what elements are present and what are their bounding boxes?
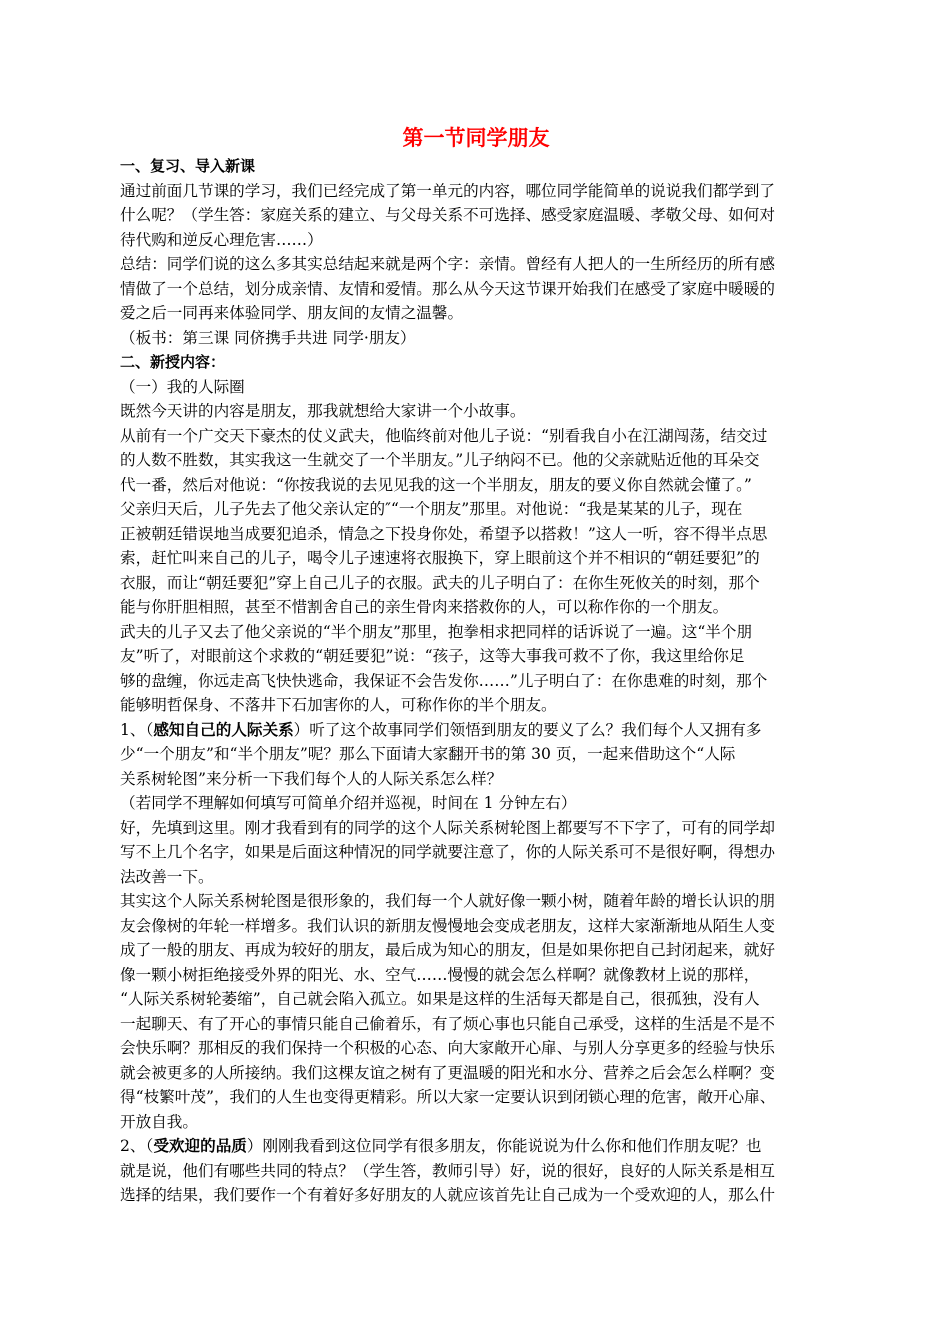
text-line: 就会被更多的人所接纳。我们这棵友谊之树有了更温暖的阳光和水分、营养之后会怎么样啊？变 xyxy=(120,1063,775,1082)
text-line: 能与你肝胆相照，甚至不惜割舍自己的亲生骨肉来搭救你的人，可以称作你的一个朋友。 xyxy=(120,598,729,616)
document-title: 第一节同学朋友 xyxy=(402,126,550,150)
text-line: 的人数不胜数，其实我这一生就交了一个半朋友。”儿子纳闷不已。他的父亲就贴近他的耳朵交 xyxy=(120,451,760,469)
text-line: 法改善一下。 xyxy=(120,867,214,886)
document-body xyxy=(120,154,832,1208)
text-line: 一起聊天、有了开心的事情只能自己偷着乐，有了烦心事也只能自己承受，这样的生活是不是不 xyxy=(120,1014,775,1033)
text-line: 其实这个人际关系树轮图是很形象的，我们每一个人就好像一颗小树，随着年龄的增长认识的朋 xyxy=(120,892,775,910)
text-line: 能够明哲保身、不落井下石加害你的人，可称作你的半个朋友。 xyxy=(120,696,557,714)
text-line: （若同学不理解如何填写可简单介绍并巡视，时间在 1 分钟左右） xyxy=(120,794,577,812)
text-line: “人际关系树轮萎缩”，自己就会陷入孤立。如果是这样的生活每天都是自己，很孤独，没有人 xyxy=(120,990,760,1008)
line-prefix: 2、（ xyxy=(120,1137,154,1155)
text-line: （一）我的人际圈 xyxy=(120,377,245,396)
text-line: 武夫的儿子又去了他父亲说的“半个朋友”那里，抱拳相求把同样的话诉说了一遍。这“半个朋 xyxy=(120,622,753,641)
text-line: 总结：同学们说的这么多其实总结起来就是两个字：亲情。曾经有人把人的一生所经历的所有感 xyxy=(120,255,775,273)
text-line xyxy=(120,718,832,743)
section-heading: 一、复习、导入新课 xyxy=(120,157,256,175)
text-line: 待代购和逆反心理危害……） xyxy=(120,230,323,249)
text-line xyxy=(120,1134,832,1159)
text-line: 代一番，然后对他说：“你按我说的去见见我的这一个半朋友，朋友的要义你自然就会懂了。” xyxy=(120,475,752,494)
text-line: 通过前面几节课的学习，我们已经完成了第一单元的内容，哪位同学能简单的说说我们都学到了 xyxy=(120,181,775,200)
text-line: 从前有一个广交天下豪杰的仗义武夫，他临终前对他儿子说：“别看我自小在江湖闯荡，结交过 xyxy=(120,426,768,445)
text-line: 得“枝繁叶茂”，我们的人生也变得更精彩。所以大家一定要认识到闭锁心理的危害，敞开心扉、 xyxy=(120,1088,776,1106)
text-line: 开放自我。 xyxy=(120,1112,198,1131)
text-line: 父亲归天后，儿子先去了他父亲认定的″“一个朋友”那里。对他说：“我是某某的儿子，现在 xyxy=(120,500,743,518)
text-line: 够的盘缠，你远走高飞快快逃命，我保证不会告发你……”儿子明白了：在你患难的时刻，那个 xyxy=(120,671,768,690)
text-line: 少“一个朋友”和“半个朋友”呢？那么下面请大家翻开书的第 30 页，一起来借助这个“人际 xyxy=(120,745,736,763)
section-heading: 二、新授内容： xyxy=(120,353,226,371)
text-line: 就是说，他们有哪些共同的特点？（学生答，教师引导）好，说的很好，良好的人际关系是相互 xyxy=(120,1161,775,1180)
bold-topic: 受欢迎的品质 xyxy=(153,1137,247,1155)
text-line: 友会像树的年轮一样增多。我们认识的新朋友慢慢地会变成老朋友，这样大家渐渐地从陌生人变 xyxy=(120,916,775,935)
text-line: 正被朝廷错误地当成要犯追杀，情急之下投身你处，希望予以搭救！”这人一听，容不得半点思 xyxy=(120,524,768,543)
text-line: 好，先填到这里。刚才我看到有的同学的这个人际关系树轮图上都要写不下字了，可有的同学却 xyxy=(120,818,775,837)
text-line: 索，赶忙叫来自己的儿子，喝令儿子速速将衣服换下，穿上眼前这个并不相识的“朝廷要犯”的 xyxy=(120,549,760,567)
text-line: 情做了一个总结，划分成亲情、友情和爱情。那么从今天这节课开始我们在感受了家庭中暖暖的 xyxy=(120,279,775,298)
text-line: 会快乐啊？那相反的我们保持一个积极的心态、向大家敞开心扉、与别人分享更多的经验与快乐 xyxy=(120,1039,775,1057)
text-line: 像一颗小树拒绝接受外界的阳光、水、空气……慢慢的就会怎么样啊？就像教材上说的那样， xyxy=(120,965,760,984)
text-line: 选择的结果，我们要作一个有着好多好朋友的人就应该首先让自己成为一个受欢迎的人，那么什 xyxy=(120,1186,775,1204)
line-suffix: ）刚刚我看到这位同学有很多朋友，你能说说为什么你和他们作朋友呢？也 xyxy=(246,1137,762,1155)
document-page xyxy=(120,118,832,1208)
text-line: 关系树轮图”来分析一下我们每个人的人际关系怎么样？ xyxy=(120,769,503,788)
line-suffix: ）听了这个故事同学们领悟到朋友的要义了么？我们每个人又拥有多 xyxy=(293,720,762,739)
text-line: 爱之后一同再来体验同学、朋友间的友情之温馨。 xyxy=(120,304,464,322)
text-line: 什么呢？（学生答：家庭关系的建立、与父母关系不可选择、感受家庭温暖、孝敬父母、如何对 xyxy=(120,206,775,224)
text-line: 成了一般的朋友、再成为较好的朋友，最后成为知心的朋友，但是如果你把自己封闭起来，就好 xyxy=(120,941,775,959)
line-prefix: 1、（ xyxy=(120,720,154,739)
text-line: 衣服，而让“朝廷要犯”穿上自己儿子的衣服。武夫的儿子明白了：在你生死攸关的时刻，那个 xyxy=(120,573,760,592)
text-line: 写不上几个名字，如果是后面这种情况的同学就要注意了，你的人际关系可不是很好啊，得想办 xyxy=(120,843,775,861)
bold-topic: 感知自己的人际关系 xyxy=(153,720,294,739)
text-line: （板书：第三课 同侪携手共进 同学·朋友） xyxy=(120,328,416,347)
text-line: 友”听了，对眼前这个求救的“朝廷要犯”说：“孩子，这等大事我可救不了你，我这里给你足 xyxy=(120,647,745,665)
text-line: 既然今天讲的内容是朋友，那我就想给大家讲一个小故事。 xyxy=(120,402,526,420)
